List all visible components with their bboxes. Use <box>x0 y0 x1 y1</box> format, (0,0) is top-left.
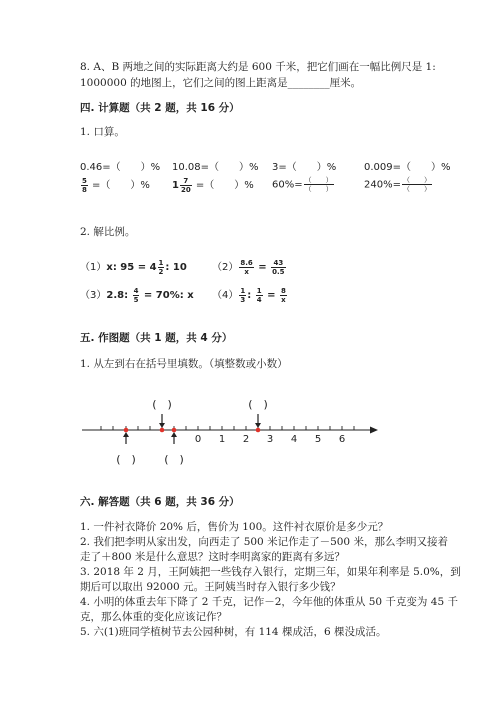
tick-label-5: 5 <box>314 434 322 445</box>
word-problem-4a: 4. 小明的体重去年下降了 2 千克，记作－2，今年他的体重从 50 千克变为 45 千 <box>80 596 458 608</box>
calc-r1-c1: 0.46=（ ）% <box>80 162 161 173</box>
number-line-ticks <box>101 426 354 430</box>
point-d <box>256 428 261 433</box>
fraction-7-20: $\frac{7}{20}$ <box>180 176 191 194</box>
proportion-4: （4） $\frac{1}{3}$ : $\frac{1}{4}$ = $\frac{8}{x}$ <box>212 286 286 304</box>
tick-label-0: 0 <box>194 434 202 445</box>
word-problem-2a: 2. 我们把李明从家出发，向西走了 500 米记作走了－500 米，那么李明又接着 <box>80 536 448 548</box>
calc-r2-c2: 1 $\frac{7}{20}$ =（ ）% <box>172 176 254 194</box>
word-problem-3a: 3. 2018 年 2 月，王阿姨把一些钱存入银行，定期三年，如果年利率是 5.0%，到 <box>80 566 461 578</box>
blank-fraction: $\frac{( )}{( )}$ <box>402 176 431 193</box>
point-c <box>172 428 177 433</box>
draw-question: 1. 从左到右在括号里填数。（填整数或小数） <box>80 358 288 370</box>
calc-r2-c3: 60%= $\frac{( )}{( )}$ <box>272 176 333 193</box>
tick-label-2: 2 <box>242 434 250 445</box>
tick-label-1: 1 <box>218 434 226 445</box>
answer-paren-bottom-2: ( ) <box>164 453 184 466</box>
tick-label-6: 6 <box>338 434 346 445</box>
calc-r1-c4: 0.009=（ ）% <box>364 162 451 173</box>
calc-r1-c3: 3=（ ）% <box>272 162 337 173</box>
proportion-3: （3）2.8: $\frac{4}{5}$ = 70%: x <box>80 286 194 304</box>
section4-title: 四. 计算题（共 2 题，共 16 分） <box>80 102 240 114</box>
blank-fraction: $\frac{( )}{( )}$ <box>304 176 333 193</box>
word-problem-1: 1. 一件衬衣降价 20% 后，售价为 100。这件衬衣原价是多少元？ <box>80 521 389 533</box>
proportion-1: （1）x: 95 = 4 $\frac{1}{2}$ : 10 <box>80 258 187 276</box>
proportion-label: 2. 解比例。 <box>80 226 136 238</box>
q8-line1: 8. A、B 两地之间的实际距离大约是 600 千米，把它们画在一幅比例尺是 1: <box>80 61 436 73</box>
number-line <box>0 390 500 470</box>
fraction-5-8: $\frac{5}{8}$ <box>82 176 87 194</box>
word-problem-2b: 走了＋800 米是什么意思？这时李明离家的距离有多远？ <box>80 551 345 563</box>
point-b <box>160 428 165 433</box>
proportion-2: （2） $\frac{8.6}{x}$ = $\frac{43}{0.5}$ <box>212 258 285 276</box>
q8-line2: 1000000 的地图上，它们之间的图上距离是________厘米。 <box>80 77 362 89</box>
answer-paren-bottom-1: ( ) <box>116 453 136 466</box>
calc-r2-c4: 240%= $\frac{( )}{( )}$ <box>364 176 431 193</box>
section6-title: 六. 解答题（共 6 题，共 36 分） <box>80 496 240 508</box>
tick-label-3: 3 <box>266 434 274 445</box>
calc-r2-c1: $\frac{5}{8}$ =（ ）% <box>82 176 150 194</box>
word-problem-5: 5. 六(1)班同学植树节去公园种树，有 114 棵成活，6 棵没成活。 <box>80 626 387 638</box>
word-problem-4b: 克，那么体重的变化应该记作？ <box>80 611 227 623</box>
oral-calc-label: 1. 口算。 <box>80 126 125 138</box>
section5-title: 五. 作图题（共 1 题，共 4 分） <box>80 332 233 344</box>
number-line-arrow-icon <box>370 427 378 434</box>
point-a <box>124 428 129 433</box>
answer-paren-top-2: ( ) <box>248 398 268 411</box>
word-problem-3b: 期后可以取出 92000 元。王阿姨当时存入银行多少钱？ <box>80 581 341 593</box>
calc-r1-c2: 10.08=（ ）% <box>172 162 259 173</box>
answer-paren-top-1: ( ) <box>152 398 172 411</box>
tick-label-4: 4 <box>290 434 298 445</box>
